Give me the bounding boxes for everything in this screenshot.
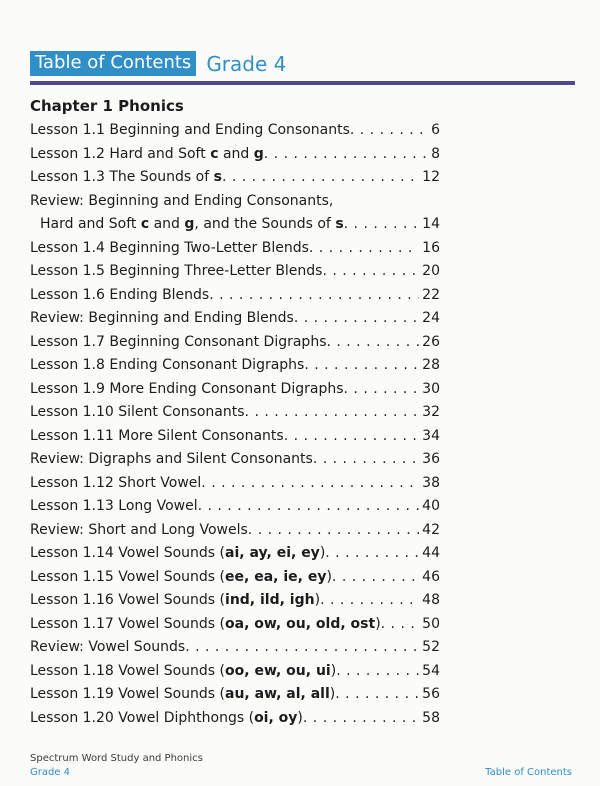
- toc-entry: [30, 519, 440, 543]
- toc-entry-leader: [322, 260, 419, 284]
- toc-entry-highlight: g: [253, 145, 264, 162]
- toc-entry-title: [40, 213, 344, 237]
- toc-entry-title: [30, 307, 294, 331]
- toc-entry-leader: [381, 613, 420, 637]
- toc-entry-highlight: c: [210, 145, 219, 162]
- toc-entry: [30, 307, 440, 331]
- toc-entry: [30, 213, 440, 237]
- toc-entry-text: Lesson 1.18 Vowel Sounds (: [30, 662, 226, 679]
- toc-entry-text: Lesson 1.19 Vowel Sounds (: [30, 686, 226, 702]
- toc-entry-page: 8: [431, 145, 440, 162]
- toc-entry-leader: [222, 166, 419, 190]
- toc-entry: [30, 237, 440, 261]
- toc-entry-page: 30: [422, 380, 440, 397]
- toc-entry-leader: [313, 448, 419, 472]
- toc-entry-highlight: ee, ea, ie, ey: [225, 568, 327, 585]
- toc-entry-leader: [198, 495, 420, 519]
- toc-entry-page: 58: [422, 709, 440, 726]
- grade-title: Grade 4: [206, 51, 287, 76]
- toc-entry-page: 50: [422, 615, 440, 632]
- footer-book-title: Spectrum Word Study and Phonics: [30, 753, 203, 764]
- toc-entry-title: [30, 143, 264, 167]
- toc-entry-title: [30, 425, 284, 449]
- toc-entry-leader: [264, 143, 428, 167]
- toc-entry-text: Lesson 1.16 Vowel Sounds (: [30, 592, 226, 608]
- toc-entry-page: 48: [422, 592, 440, 608]
- toc-entry-title: [30, 566, 332, 590]
- toc-entry: [30, 331, 440, 355]
- toc-entry-leader: [326, 331, 419, 355]
- toc-entry-title: [30, 119, 350, 143]
- toc-entry-page: 56: [422, 686, 440, 702]
- toc-entry-text: Lesson 1.14 Vowel Sounds (: [30, 545, 226, 561]
- toc-entry: [30, 660, 440, 684]
- toc-entry-page: 54: [422, 662, 440, 679]
- toc-badge: Table of Contents: [30, 51, 196, 76]
- toc-entry-title: [30, 660, 336, 684]
- toc-list: [30, 119, 440, 730]
- toc-entry-text: Review: Short and Long Vowels: [30, 521, 248, 538]
- toc-entry-title: [30, 284, 209, 308]
- toc-entry: [30, 378, 440, 402]
- toc-entry-highlight: s: [335, 216, 344, 232]
- toc-entry-title: [30, 331, 326, 355]
- toc-entry-text: Lesson 1.4 Beginning Two-Letter Blends: [30, 239, 309, 256]
- toc-entry-leader: [185, 636, 419, 660]
- toc-entry-text: Lesson 1.5 Beginning Three-Letter Blends: [30, 263, 323, 279]
- toc-entry: [30, 284, 440, 308]
- toc-entry: [30, 613, 440, 637]
- toc-entry-text: Lesson 1.17 Vowel Sounds (: [30, 615, 226, 632]
- page-header: [30, 51, 286, 76]
- toc-entry-text: , and the Sounds of: [194, 216, 336, 232]
- toc-entry-text: Lesson 1.3 The Sounds of: [30, 169, 214, 185]
- toc-entry: [30, 166, 440, 190]
- toc-entry-highlight: au, aw, al, all: [225, 686, 330, 702]
- toc-entry: [30, 589, 440, 613]
- toc-entry: [30, 472, 440, 496]
- toc-entry-leader: [248, 519, 419, 543]
- toc-entry: [30, 143, 440, 167]
- toc-entry: [30, 119, 440, 143]
- toc-entry-highlight: s: [213, 169, 222, 185]
- toc-entry-page: 6: [431, 122, 440, 138]
- footer-section: Table of Contents: [485, 767, 572, 778]
- chapter-heading: Chapter 1 Phonics: [30, 97, 184, 115]
- toc-entry-leader: [304, 354, 419, 378]
- toc-entry-title: [30, 260, 322, 284]
- toc-entry-page: 26: [422, 333, 440, 350]
- toc-entry-leader: [336, 660, 419, 684]
- toc-entry-page: 12: [422, 169, 440, 185]
- toc-entry: [30, 683, 440, 707]
- toc-entry-text: Lesson 1.11 More Silent Consonants: [30, 427, 284, 444]
- toc-entry-text: Review: Beginning and Ending Blends: [30, 310, 294, 326]
- toc-entry-title: [30, 237, 309, 261]
- toc-entry-text: Lesson 1.10 Silent Consonants: [30, 404, 245, 420]
- toc-entry-title: [30, 683, 335, 707]
- toc-entry-leader: [332, 566, 419, 590]
- toc-entry: [30, 190, 440, 214]
- toc-entry: [30, 425, 440, 449]
- toc-entry-title: [30, 472, 201, 496]
- toc-entry-text: Review: Beginning and Ending Consonants,: [30, 192, 334, 209]
- toc-entry-highlight: oi, oy: [254, 709, 298, 726]
- toc-entry-page: 40: [422, 498, 440, 514]
- toc-entry-text: and: [149, 216, 185, 232]
- toc-entry-page: 36: [422, 451, 440, 467]
- toc-entry-text: ): [314, 592, 321, 608]
- toc-entry-leader: [344, 213, 420, 237]
- toc-entry-title: [30, 613, 381, 637]
- toc-entry-title: [30, 378, 344, 402]
- toc-entry-leader: [294, 307, 419, 331]
- toc-entry-title: [30, 495, 198, 519]
- footer-book-info: [30, 752, 203, 780]
- toc-entry: [30, 636, 440, 660]
- toc-entry: [30, 354, 440, 378]
- toc-entry-text: Lesson 1.9 More Ending Consonant Digraphs: [30, 380, 344, 397]
- toc-entry-highlight: g: [184, 216, 195, 232]
- toc-entry: [30, 401, 440, 425]
- toc-entry-title: [30, 190, 333, 214]
- toc-entry-leader: [303, 707, 419, 731]
- toc-entry-text: Lesson 1.2 Hard and Soft: [30, 145, 211, 162]
- toc-entry-leader: [209, 284, 419, 308]
- toc-entry-page: 52: [422, 639, 440, 655]
- toc-entry-page: 24: [422, 310, 440, 326]
- toc-entry-highlight: oa, ow, ou, old, ost: [225, 615, 376, 632]
- toc-entry-leader: [309, 237, 419, 261]
- footer-grade: Grade 4: [30, 767, 71, 778]
- toc-entry-leader: [350, 119, 428, 143]
- toc-entry-highlight: ind, ild, igh: [225, 592, 315, 608]
- toc-entry-title: [30, 707, 303, 731]
- toc-entry-leader: [325, 542, 419, 566]
- toc-entry-title: [30, 166, 222, 190]
- toc-entry-text: Lesson 1.6 Ending Blends: [30, 286, 210, 303]
- toc-entry-page: 20: [422, 263, 440, 279]
- toc-entry-page: 44: [422, 545, 440, 561]
- toc-entry: [30, 542, 440, 566]
- toc-entry: [30, 707, 440, 731]
- toc-entry-text: Lesson 1.12 Short Vowel: [30, 474, 202, 491]
- toc-entry-text: ): [375, 615, 381, 632]
- toc-entry-text: Review: Vowel Sounds: [30, 639, 186, 655]
- toc-entry-text: ): [326, 568, 332, 585]
- toc-entry-title: [30, 354, 304, 378]
- toc-entry-highlight: c: [140, 216, 150, 232]
- toc-entry-text: ): [329, 686, 336, 702]
- toc-entry-title: [30, 636, 185, 660]
- toc-entry-text: Hard and Soft: [40, 216, 141, 232]
- toc-entry: [30, 260, 440, 284]
- toc-entry-title: [30, 542, 325, 566]
- toc-entry-text: Lesson 1.1 Beginning and Ending Consonants: [30, 122, 350, 138]
- toc-entry-text: Lesson 1.13 Long Vowel: [30, 498, 198, 514]
- toc-entry-text: Lesson 1.15 Vowel Sounds (: [30, 568, 226, 585]
- toc-entry-leader: [320, 589, 419, 613]
- toc-entry-leader: [245, 401, 420, 425]
- toc-entry: [30, 566, 440, 590]
- toc-entry-text: Lesson 1.20 Vowel Diphthongs (: [30, 709, 255, 726]
- toc-entry-page: 28: [422, 357, 440, 373]
- toc-entry-highlight: ai, ay, ei, ey: [225, 545, 320, 561]
- toc-entry-leader: [335, 683, 419, 707]
- toc-entry-page: 22: [422, 286, 440, 303]
- toc-entry-title: [30, 448, 313, 472]
- toc-entry: [30, 495, 440, 519]
- toc-entry-text: Lesson 1.8 Ending Consonant Digraphs: [30, 357, 305, 373]
- toc-entry-leader: [344, 378, 420, 402]
- toc-entry-page: 16: [422, 239, 440, 256]
- toc-entry-page: 14: [422, 216, 440, 232]
- toc-entry-page: 42: [422, 521, 440, 538]
- toc-entry-text: ): [297, 709, 303, 726]
- toc-entry-title: [30, 589, 320, 613]
- toc-entry-leader: [284, 425, 419, 449]
- toc-entry-text: and: [218, 145, 254, 162]
- toc-entry: [30, 448, 440, 472]
- toc-entry-text: ): [330, 662, 337, 679]
- toc-entry-page: 32: [422, 404, 440, 420]
- toc-entry-page: 38: [422, 474, 440, 491]
- toc-entry-page: 46: [422, 568, 440, 585]
- header-rule: [30, 81, 575, 85]
- toc-entry-page: 34: [422, 427, 440, 444]
- toc-entry-text: ): [319, 545, 326, 561]
- toc-entry-title: [30, 519, 248, 543]
- toc-entry-text: Lesson 1.7 Beginning Consonant Digraphs: [30, 333, 327, 350]
- toc-entry-highlight: oo, ew, ou, ui: [225, 662, 331, 679]
- toc-entry-text: Review: Digraphs and Silent Consonants: [30, 451, 313, 467]
- toc-entry-title: [30, 401, 245, 425]
- toc-entry-leader: [201, 472, 419, 496]
